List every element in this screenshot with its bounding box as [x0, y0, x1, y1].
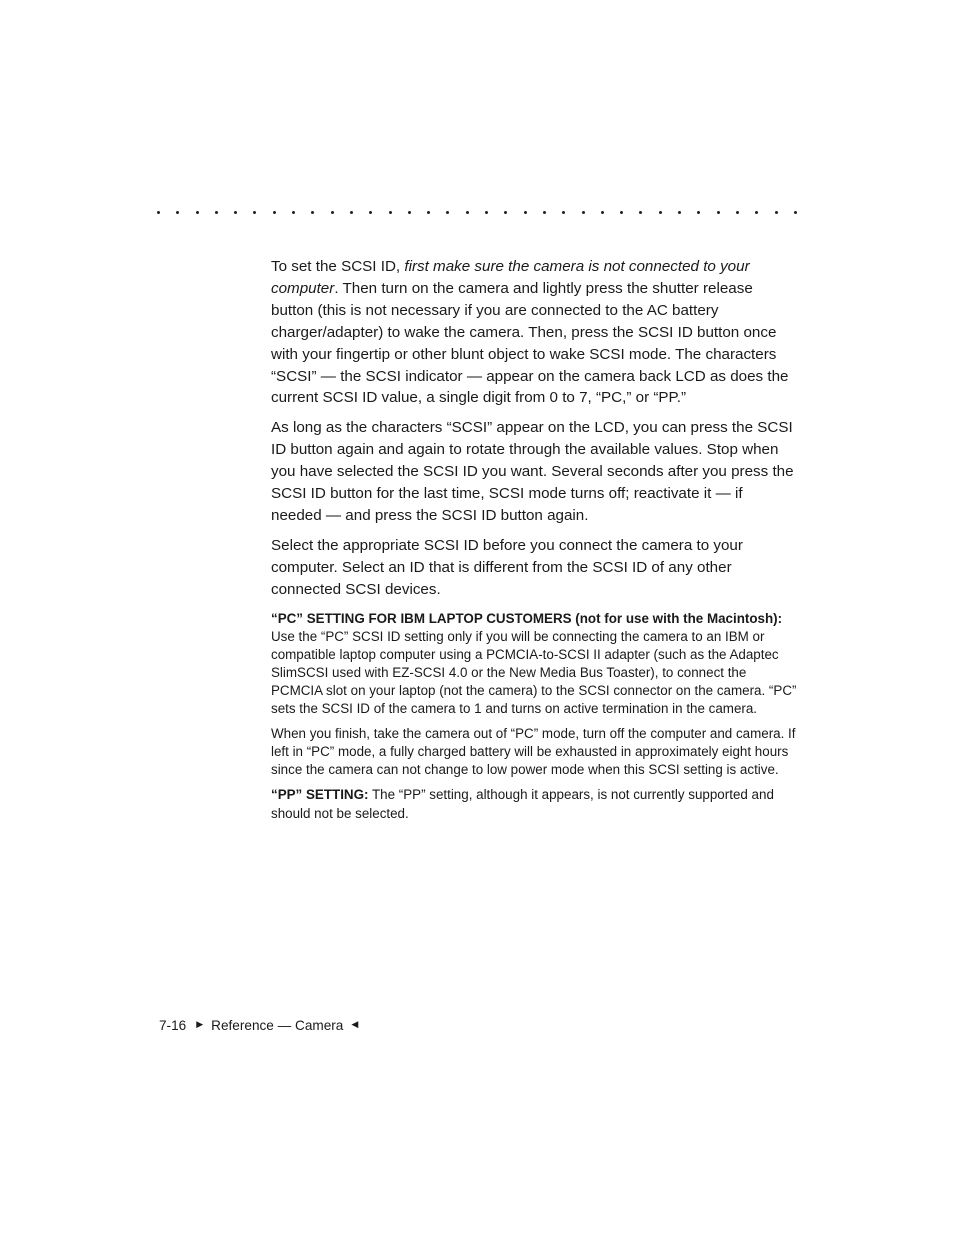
footer-section: Reference — Camera [211, 1018, 344, 1033]
note-pc-heading: “PC” SETTING FOR IBM LAPTOP CUSTOMERS (not for use with the Macintosh): [271, 610, 783, 626]
note-pp-setting [271, 786, 797, 822]
note-finish-text: When you finish, take the camera out of “PC” mode, turn off the computer and camera. If left in “PC” mode, a fully charged battery will be exhausted in approximately eight hours since the camera can not change to low power mode when this SCSI setting is active. [271, 726, 796, 778]
rule-dot [562, 211, 565, 214]
rule-dot [311, 211, 314, 214]
rule-dot [466, 211, 469, 214]
note-pp-text: The “PP” setting, although it appears, is not currently supported and should not be selected. [271, 787, 774, 821]
paragraph-set-scsi-id [271, 256, 797, 409]
paragraph-rotate-values [271, 417, 797, 527]
rule-dot [639, 211, 642, 214]
rule-dot [717, 211, 720, 214]
rule-dot [582, 211, 585, 214]
note-pp-heading: “PP” SETTING: [271, 787, 369, 803]
rule-dot [601, 211, 604, 214]
rule-dot [331, 211, 334, 214]
rule-dot [253, 211, 256, 214]
rule-dot [157, 211, 160, 214]
rule-dot [350, 211, 353, 214]
rule-dot [176, 211, 179, 214]
rule-dot [273, 211, 276, 214]
page-footer [159, 1018, 358, 1033]
rule-dot [659, 211, 662, 214]
rule-dot [504, 211, 507, 214]
rule-dot [196, 211, 199, 214]
triangle-left-icon: ◀ [351, 1019, 359, 1029]
rule-dot [775, 211, 778, 214]
dotted-rule [157, 204, 797, 220]
rule-dot [234, 211, 237, 214]
para3-text: Select the appropriate SCSI ID before you connect the camera to your computer. Select an ID that is different from the SCSI ID of any other connected SCSI devices. [271, 536, 743, 598]
rule-dot [369, 211, 372, 214]
note-finish [271, 725, 797, 779]
rule-dot [736, 211, 739, 214]
para1-text-b: . Then turn on the camera and lightly press the shutter release button (this is not necessary if you are connected to the AC battery charger/adapter) to wake the camera. Then, press the SCSI ID button once with your fingertip or other blunt object to wake SCSI mode. The characters “SCSI” — the SCSI indicator — appear on the camera back LCD as does the current SCSI ID value, a single digit from 0 to 7, “PC,” or “PP.” [271, 279, 789, 407]
rule-dot [697, 211, 700, 214]
rule-dot [678, 211, 681, 214]
note-pc-setting [271, 610, 797, 719]
rule-dot [755, 211, 758, 214]
rule-dot [408, 211, 411, 214]
rule-dot [215, 211, 218, 214]
note-pc-text: Use the “PC” SCSI ID setting only if you will be connecting the camera to an IBM or compatible laptop computer using a PCMCIA-to-SCSI II adapter (such as the Adaptec SlimSCSI used with EZ-SCSI 4.0 or the New Media Bus Toaster), to connect the PCMCIA slot on your laptop (not the camera) to the SCSI connector on the camera. “PC” sets the SCSI ID of the camera to 1 and turns on active termination in the camera. [271, 628, 797, 717]
para2-text: As long as the characters “SCSI” appear on the LCD, you can press the SCSI ID button again and again to rotate through the available values. Stop when you have selected the SCSI ID you want. Several seconds after you press the SCSI ID button for the last time, SCSI mode turns off; reactivate it — if needed — and press the SCSI ID button again. [271, 419, 794, 524]
rule-dot [543, 211, 546, 214]
rule-dot [620, 211, 623, 214]
rule-dot [292, 211, 295, 214]
rule-dot [794, 211, 797, 214]
rule-dot [524, 211, 527, 214]
triangle-right-icon: ▶ [196, 1019, 204, 1029]
paragraph-select-id [271, 535, 797, 601]
para1-italic-text: first make sure the camera is not connected to your computer [271, 258, 750, 297]
main-content [271, 256, 797, 830]
page-number: 7-16 [159, 1018, 187, 1033]
rule-dot [485, 211, 488, 214]
rule-dot [446, 211, 449, 214]
rule-dot [389, 211, 392, 214]
para1-text-a: To set the SCSI ID, [271, 258, 405, 275]
rule-dot [427, 211, 430, 214]
